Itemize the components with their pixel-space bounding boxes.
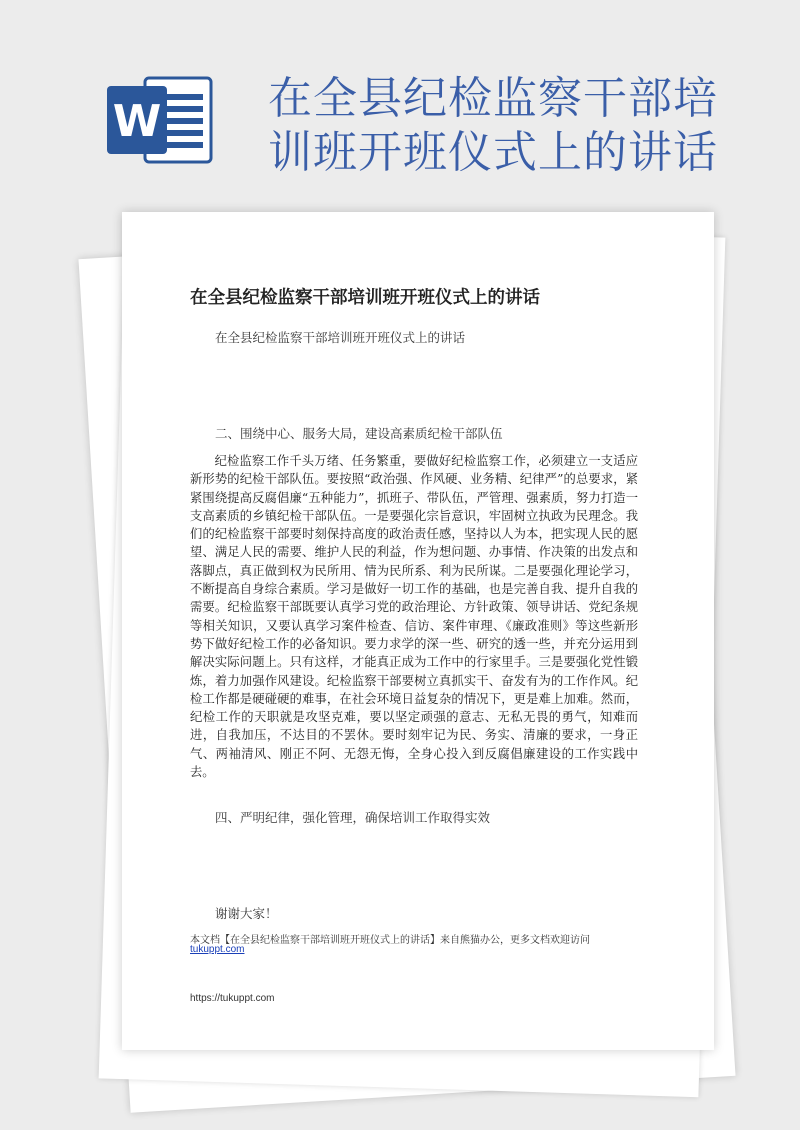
footer-url[interactable]: https://tukuppt.com <box>190 993 275 1004</box>
footer-link[interactable]: tukuppt.com <box>190 944 245 955</box>
document-title: 在全县纪检监察干部培训班开班仪式上的讲话 <box>190 288 540 308</box>
word-document-icon <box>107 70 217 170</box>
header-banner <box>0 0 800 200</box>
footer-note: 本文档【在全县纪检监察干部培训班开班仪式上的讲话】来自熊猫办公，更多文档欢迎访问 <box>190 935 590 946</box>
svg-text:W: W <box>112 96 162 147</box>
closing-thanks: 谢谢大家！ <box>215 906 278 921</box>
banner-title-line-1: 在全县纪检监察干部培 <box>268 73 718 124</box>
body-paragraph: 纪检监察工作千头万绪、任务繁重，要做好纪检监察工作，必须建立一支适应新形势的纪检干部队伍。要按照“政治强、作风硬、业务精、纪律严”的总要求，紧紧围绕提高反腐倡廉“五种能力”，抓班子、带队伍，严管理、强素质，努力打造一支高素质的乡镇纪检干部队伍。一是要强化宗旨意识，牢固树立执政为民理念。我们的纪检监察干部要时刻保持高度的政治责任感，坚持以人为本，把实现人民的愿望、满足人民的需要、维护人民的利益，作为想问题、办事情、作决策的出发点和落脚点，真正做到权为民所用、情为民所系、利为民所谋。二是要强化理论学习，不断提高自身综合素质。学习是做好一切工作的基础，也是完善自我、提升自我的需要。纪检监察干部既要认真学习党的政治理论、方针政策、领导讲话、党纪条规等相关知识，又要认真学习案件检查、信访、案件审理、《廉政准则》等这些新形势下做好纪检工作的必备知识。要力求学的深一些、研究的透一些，并充分运用到解决实际问题上。只有这样，才能真正成为工作中的行家里手。三是要强化党性锻炼，着力加强作风建设。纪检监察干部要树立真抓实干、奋发有为的工作作风。纪检工作都是硬碰硬的难事，在社会环境日益复杂的情况下，更是难上加难。然而，纪检工作的天职就是攻坚克难，要以坚定顽强的意志、无私无畏的勇气，知难而进，自我加压，不达目的不罢休。要时刻牢记为民、务实、清廉的要求，一身正气、两袖清风、刚正不阿、无怨无悔，全身心投入到反腐倡廉建设的工作实践中去。 <box>190 454 638 780</box>
document-subtitle: 在全县纪检监察干部培训班开班仪式上的讲话 <box>215 330 466 345</box>
section-heading-4: 四、严明纪律，强化管理，确保培训工作取得实效 <box>215 810 491 825</box>
section-heading-2: 二、围绕中心、服务大局，建设高素质纪检干部队伍 <box>215 426 503 441</box>
banner-title-line-2: 训班开班仪式上的讲话 <box>268 127 718 178</box>
